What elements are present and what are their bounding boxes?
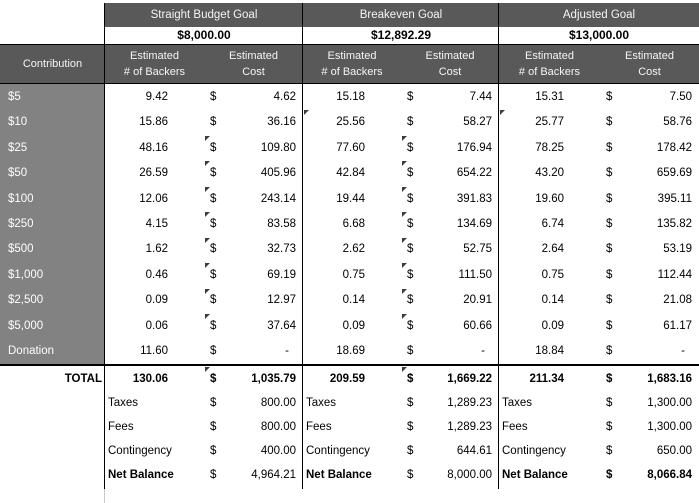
backers-cell[interactable]: 12.06 bbox=[139, 192, 168, 205]
header-line: Estimated bbox=[625, 50, 674, 62]
cost-cell[interactable]: $ 135.82 bbox=[606, 217, 692, 230]
cell-flag-icon bbox=[304, 110, 309, 115]
cell-flag-icon bbox=[205, 314, 210, 319]
section-border-line bbox=[498, 3, 499, 489]
cost-header-cell[interactable] bbox=[204, 45, 303, 83]
row-label-cell[interactable]: $10 bbox=[0, 109, 105, 134]
backers-cell[interactable]: 77.60 bbox=[336, 141, 365, 154]
contribution-header-cell[interactable]: Contribution bbox=[22, 58, 83, 70]
cost-cell[interactable]: $ 52.75 bbox=[401, 237, 499, 262]
gridline bbox=[104, 489, 105, 503]
cell-flag-icon bbox=[402, 212, 407, 217]
summary-cost-cell[interactable]: $ 8,000.00 bbox=[407, 469, 492, 481]
cell-flag-icon bbox=[402, 289, 407, 294]
backers-cell[interactable]: 0.75 bbox=[541, 268, 564, 281]
backers-header-cell[interactable] bbox=[303, 45, 401, 83]
cost-cell[interactable]: $ 7.44 bbox=[407, 90, 492, 103]
cost-cell[interactable]: $ 111.50 bbox=[401, 262, 499, 287]
header-line: # of Backers bbox=[123, 66, 186, 78]
backers-cell[interactable]: 2.64 bbox=[541, 243, 564, 256]
cell-flag-icon bbox=[205, 263, 210, 268]
row-label-cell[interactable]: $50 bbox=[0, 160, 105, 185]
summary-label-cell[interactable]: Net Balance bbox=[306, 469, 372, 481]
cost-header-cell[interactable] bbox=[600, 45, 699, 83]
cell-flag-icon bbox=[205, 238, 210, 243]
cost-cell[interactable]: $ 395.11 bbox=[606, 192, 692, 205]
cost-cell[interactable]: $ 32.73 bbox=[204, 237, 303, 262]
total-cost-cell[interactable]: $ 1,669.22 bbox=[401, 366, 499, 391]
backers-header-cell[interactable] bbox=[499, 45, 600, 83]
total-backers-cell[interactable]: 130.06 bbox=[132, 372, 168, 385]
cost-cell[interactable]: $ 20.91 bbox=[401, 288, 499, 313]
cost-cell[interactable]: $ - bbox=[407, 345, 485, 358]
summary-cost-cell[interactable]: $ 650.00 bbox=[606, 445, 692, 457]
header-line: Estimated bbox=[425, 50, 475, 62]
cost-cell[interactable]: $ 58.76 bbox=[606, 116, 692, 129]
summary-label-cell[interactable]: Net Balance bbox=[502, 469, 568, 481]
summary-cost-cell[interactable]: $ 800.00 bbox=[210, 421, 296, 433]
backers-cell[interactable]: 25.77 bbox=[499, 109, 600, 134]
row-label-cell[interactable]: $5,000 bbox=[0, 313, 105, 338]
summary-label-cell[interactable]: Fees bbox=[108, 421, 134, 433]
total-cost-cell[interactable]: $ 1,683.16 bbox=[606, 372, 692, 385]
summary-label-cell[interactable]: Contingency bbox=[306, 445, 370, 457]
cost-cell[interactable]: $ 4.62 bbox=[210, 90, 296, 103]
summary-label-cell[interactable]: Contingency bbox=[108, 445, 172, 457]
backers-cell[interactable]: 15.18 bbox=[336, 90, 365, 103]
goal-amount-adjusted[interactable]: $13,000.00 bbox=[568, 28, 630, 42]
backers-cell[interactable]: 18.84 bbox=[535, 345, 564, 358]
summary-label-cell[interactable]: Taxes bbox=[108, 397, 139, 409]
row-label-cell[interactable]: $25 bbox=[0, 135, 105, 160]
empty-cell[interactable] bbox=[0, 391, 105, 415]
cost-cell[interactable]: $ - bbox=[210, 345, 289, 358]
header-line: # of Backers bbox=[518, 66, 581, 78]
cost-cell[interactable]: $ 176.94 bbox=[401, 135, 499, 160]
row-label-cell[interactable]: $5 bbox=[0, 84, 105, 109]
row-label-cell[interactable]: $100 bbox=[0, 186, 105, 211]
backers-cell[interactable]: 15.86 bbox=[139, 116, 168, 129]
cost-cell[interactable]: $ 61.17 bbox=[606, 319, 692, 332]
section-border-line bbox=[302, 3, 303, 489]
cost-cell[interactable]: $ 58.27 bbox=[407, 116, 492, 129]
backers-cell[interactable]: 26.59 bbox=[139, 167, 168, 180]
backers-cell[interactable]: 2.62 bbox=[342, 243, 365, 256]
backers-cell[interactable]: 11.60 bbox=[140, 345, 168, 358]
cost-cell[interactable]: $ 83.58 bbox=[204, 211, 303, 236]
cell-flag-icon bbox=[402, 263, 407, 268]
cost-cell[interactable]: $ 659.69 bbox=[606, 167, 692, 180]
empty-cell[interactable] bbox=[0, 439, 105, 463]
backers-cell[interactable]: 15.31 bbox=[535, 90, 564, 103]
cell-flag-icon bbox=[500, 110, 505, 115]
cost-cell[interactable]: $ 21.08 bbox=[606, 294, 692, 307]
cell-flag-icon bbox=[402, 187, 407, 192]
backers-cell[interactable]: 0.75 bbox=[342, 268, 365, 281]
summary-cost-cell[interactable]: $ 1,289.23 bbox=[407, 421, 492, 433]
section-border-line bbox=[104, 3, 105, 489]
backers-cell[interactable]: 78.25 bbox=[535, 141, 564, 154]
backers-cell[interactable]: 0.06 bbox=[145, 319, 168, 332]
backers-cell[interactable]: 1.62 bbox=[145, 243, 168, 256]
row-label-cell[interactable]: $1,000 bbox=[0, 262, 105, 287]
backers-header-cell[interactable] bbox=[105, 45, 204, 83]
backers-cell[interactable]: 0.46 bbox=[145, 268, 168, 281]
cost-cell[interactable]: $ 243.14 bbox=[204, 186, 303, 211]
backers-cell[interactable]: 9.42 bbox=[145, 90, 168, 103]
cost-cell[interactable]: $ 405.96 bbox=[204, 160, 303, 185]
cost-cell[interactable]: $ - bbox=[606, 345, 685, 358]
summary-cost-cell[interactable]: $ 1,300.00 bbox=[606, 397, 692, 409]
goal-title-breakeven[interactable]: Breakeven Goal bbox=[359, 9, 443, 21]
cost-header-cell[interactable] bbox=[401, 45, 499, 83]
backers-cell[interactable]: 6.74 bbox=[541, 217, 564, 230]
total-backers-cell[interactable]: 209.59 bbox=[329, 372, 365, 385]
cost-cell[interactable]: $ 36.16 bbox=[210, 116, 296, 129]
cell-flag-icon bbox=[205, 212, 210, 217]
summary-label-cell[interactable]: Contingency bbox=[502, 445, 566, 457]
summary-label-cell[interactable]: Fees bbox=[502, 421, 528, 433]
summary-cost-cell[interactable]: $ 4,964.21 bbox=[210, 469, 296, 481]
cell-flag-icon bbox=[205, 187, 210, 192]
empty-cell[interactable] bbox=[0, 463, 105, 487]
summary-cost-cell[interactable]: $ 400.00 bbox=[210, 445, 296, 457]
cell-flag-icon bbox=[402, 136, 407, 141]
total-label-cell[interactable]: TOTAL bbox=[64, 372, 102, 385]
summary-cost-cell[interactable]: $ 644.61 bbox=[407, 445, 492, 457]
backers-cell[interactable]: 0.09 bbox=[342, 319, 365, 332]
row-label-cell[interactable]: $250 bbox=[0, 211, 105, 236]
row-label-cell[interactable]: $2,500 bbox=[0, 288, 105, 313]
header-line: Estimated bbox=[229, 50, 278, 62]
header-line: Estimated bbox=[525, 50, 574, 62]
cell-flag-icon bbox=[205, 161, 210, 166]
backers-cell[interactable]: 0.14 bbox=[342, 294, 365, 307]
cell-flag-icon bbox=[402, 238, 407, 243]
summary-label-cell[interactable]: Taxes bbox=[502, 397, 533, 409]
backers-cell[interactable]: 18.69 bbox=[336, 345, 365, 358]
goal-amount-breakeven[interactable]: $12,892.29 bbox=[370, 28, 432, 42]
header-line: Estimated bbox=[327, 50, 377, 62]
goal-amount-row bbox=[105, 27, 699, 44]
cost-cell[interactable]: $ 12.97 bbox=[204, 288, 303, 313]
total-backers-cell[interactable]: 211.34 bbox=[529, 372, 564, 385]
row-label-cell[interactable]: $500 bbox=[0, 237, 105, 262]
goal-amount-straight-budget[interactable]: $8,000.00 bbox=[177, 28, 231, 42]
cost-cell[interactable]: $ 53.19 bbox=[606, 243, 692, 256]
backers-cell[interactable]: 4.15 bbox=[145, 217, 168, 230]
empty-cell[interactable] bbox=[0, 415, 105, 439]
header-line: Cost bbox=[438, 66, 462, 78]
backers-cell[interactable]: 42.84 bbox=[336, 167, 365, 180]
cell-flag-icon bbox=[402, 161, 407, 166]
summary-label-cell[interactable]: Net Balance bbox=[108, 469, 174, 481]
cost-cell[interactable]: $ 69.19 bbox=[204, 262, 303, 287]
cell-flag-icon bbox=[205, 289, 210, 294]
row-label-cell[interactable]: Donation bbox=[0, 339, 105, 364]
cost-cell[interactable]: $ 178.42 bbox=[606, 141, 692, 154]
backers-cell[interactable]: 6.68 bbox=[342, 217, 365, 230]
header-line: Estimated bbox=[130, 50, 179, 62]
summary-cost-cell[interactable]: $ 800.00 bbox=[210, 397, 296, 409]
backers-cell[interactable]: 0.09 bbox=[145, 294, 168, 307]
cell-flag-icon bbox=[205, 136, 210, 141]
total-cost-cell[interactable]: $ 1,035.79 bbox=[204, 366, 303, 391]
cost-cell[interactable]: $ 7.50 bbox=[606, 90, 692, 103]
cell-flag-icon bbox=[402, 314, 407, 319]
backers-cell[interactable]: 43.20 bbox=[535, 167, 564, 180]
cost-cell[interactable]: $ 134.69 bbox=[401, 211, 499, 236]
cell-flag-icon bbox=[205, 367, 210, 372]
cost-cell[interactable]: $ 37.64 bbox=[204, 313, 303, 338]
cost-cell[interactable]: $ 109.80 bbox=[204, 135, 303, 160]
cost-cell[interactable]: $ 60.66 bbox=[401, 313, 499, 338]
cost-cell[interactable]: $ 654.22 bbox=[401, 160, 499, 185]
header-line: # of Backers bbox=[321, 66, 383, 78]
backers-cell[interactable]: 48.16 bbox=[139, 141, 168, 154]
backers-cell[interactable]: 19.44 bbox=[336, 192, 365, 205]
backers-cell[interactable]: 19.60 bbox=[535, 192, 564, 205]
backers-cell[interactable]: 0.09 bbox=[541, 319, 564, 332]
summary-cost-cell[interactable]: $ 1,289.23 bbox=[407, 397, 492, 409]
cost-cell[interactable]: $ 112.44 bbox=[606, 268, 692, 281]
summary-label-cell[interactable]: Fees bbox=[306, 421, 332, 433]
header-line: Cost bbox=[638, 66, 661, 78]
goal-title-row bbox=[105, 3, 699, 27]
goal-title-straight-budget[interactable]: Straight Budget Goal bbox=[150, 9, 258, 21]
goal-title-adjusted[interactable]: Adjusted Goal bbox=[562, 9, 636, 21]
backers-cell[interactable]: 25.56 bbox=[303, 109, 401, 134]
summary-cost-cell[interactable]: $ 1,300.00 bbox=[606, 421, 692, 433]
header-line: Cost bbox=[242, 66, 265, 78]
summary-label-cell[interactable]: Taxes bbox=[306, 397, 337, 409]
cell-flag-icon bbox=[402, 367, 407, 372]
backers-cell[interactable]: 0.14 bbox=[541, 294, 564, 307]
cost-cell[interactable]: $ 391.83 bbox=[401, 186, 499, 211]
summary-cost-cell[interactable]: $ 8,066.84 bbox=[606, 469, 692, 481]
